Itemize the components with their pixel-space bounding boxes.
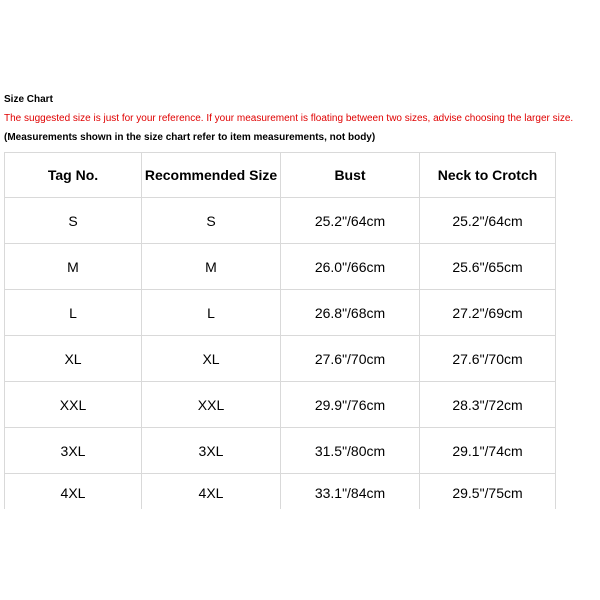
cell-tag-no: L: [5, 290, 142, 336]
cell-recommended-size: XL: [142, 336, 281, 382]
cell-tag-no: M: [5, 244, 142, 290]
cell-bust: 31.5"/80cm: [281, 428, 420, 474]
table-row: [5, 382, 556, 428]
cell-recommended-size: L: [142, 290, 281, 336]
cell-bust: 26.0"/66cm: [281, 244, 420, 290]
cell-tag-no: 4XL: [5, 474, 142, 512]
cell-recommended-size: XXL: [142, 382, 281, 428]
cell-tag-no: S: [5, 198, 142, 244]
cell-neck-to-crotch: 27.2"/69cm: [420, 290, 556, 336]
size-advice-note: The suggested size is just for your reference. If your measurement is floating between two sizes, advise choosing the larger size.: [4, 113, 574, 124]
header-tag-no: Tag No.: [5, 153, 142, 198]
table-row: [5, 290, 556, 336]
cell-neck-to-crotch: 29.5"/75cm: [420, 474, 556, 512]
header-neck-to-crotch: Neck to Crotch: [420, 153, 556, 198]
header-bust: Bust: [281, 153, 420, 198]
bottom-whitespace: [0, 509, 600, 600]
table-row: [5, 244, 556, 290]
table-row: [5, 336, 556, 382]
cell-neck-to-crotch: 29.1"/74cm: [420, 428, 556, 474]
cell-bust: 33.1"/84cm: [281, 474, 420, 512]
cell-bust: 25.2"/64cm: [281, 198, 420, 244]
cell-recommended-size: S: [142, 198, 281, 244]
table-row: [5, 198, 556, 244]
cell-bust: 29.9"/76cm: [281, 382, 420, 428]
cell-neck-to-crotch: 25.2"/64cm: [420, 198, 556, 244]
table-header-row: [5, 153, 556, 198]
cell-recommended-size: M: [142, 244, 281, 290]
table-row: [5, 428, 556, 474]
cell-neck-to-crotch: 27.6"/70cm: [420, 336, 556, 382]
cell-recommended-size: 3XL: [142, 428, 281, 474]
cell-neck-to-crotch: 28.3"/72cm: [420, 382, 556, 428]
table-row: [5, 474, 556, 512]
cell-recommended-size: 4XL: [142, 474, 281, 512]
size-table: [4, 152, 556, 511]
cell-bust: 27.6"/70cm: [281, 336, 420, 382]
cell-bust: 26.8"/68cm: [281, 290, 420, 336]
measurement-disclaimer: (Measurements shown in the size chart refer to item measurements, not body): [4, 132, 376, 143]
cell-tag-no: XXL: [5, 382, 142, 428]
cell-neck-to-crotch: 25.6"/65cm: [420, 244, 556, 290]
size-chart-title: Size Chart: [4, 94, 53, 105]
cell-tag-no: XL: [5, 336, 142, 382]
header-recommended-size: Recommended Size: [142, 153, 281, 198]
cell-tag-no: 3XL: [5, 428, 142, 474]
